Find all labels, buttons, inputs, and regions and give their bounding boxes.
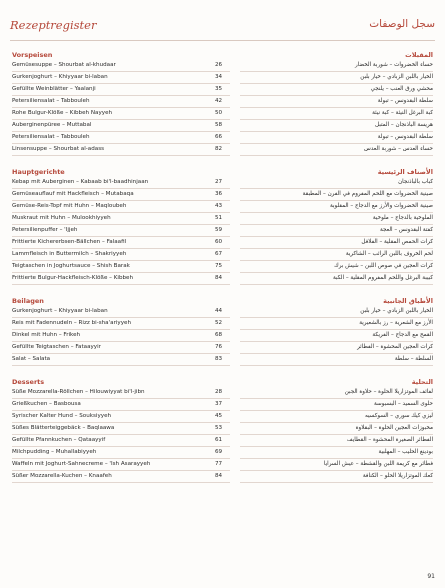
entry-page-number: 50 xyxy=(215,110,223,116)
entry-page-number: 45 xyxy=(215,413,223,419)
row-divider xyxy=(12,155,230,156)
arabic-index-entry[interactable]: حلوى السميد – البسبوسة xyxy=(373,401,433,407)
index-entry[interactable] xyxy=(12,273,230,284)
entry-name: Dinkel mit Huhn – Frikeh xyxy=(12,332,81,338)
arabic-index-entry[interactable]: هريسة الباذنجان – المتبل xyxy=(375,122,433,128)
index-entry[interactable] xyxy=(12,399,230,410)
row-divider xyxy=(12,365,230,366)
arabic-index-entry[interactable]: ليزي كيك سوري – السوكسيه xyxy=(365,413,433,419)
arabic-index-entry[interactable]: سلطة البقدونس – تبولة xyxy=(377,134,433,140)
index-entry[interactable] xyxy=(12,459,230,470)
section-title: Hauptgerichte xyxy=(12,168,65,176)
section-title: Vorspeisen xyxy=(12,51,53,59)
arabic-index-entry[interactable]: محشي ورق العنب – يلنجي xyxy=(370,86,433,92)
index-entry[interactable] xyxy=(12,306,230,317)
entry-page-number: 69 xyxy=(215,449,223,455)
index-entry[interactable] xyxy=(12,60,230,71)
page-title-german: Rezeptregister xyxy=(10,18,97,32)
entry-name: Milchpudding – Muhallabiyyeh xyxy=(12,449,97,455)
arabic-index-entry[interactable]: حساء العدس – شوربة العدس xyxy=(364,146,433,152)
index-entry[interactable] xyxy=(12,201,230,212)
index-entry[interactable] xyxy=(12,435,230,446)
entry-page-number: 36 xyxy=(215,191,223,197)
arabic-index-entry[interactable]: الخيار باللبن الزبادي – خيار بلبن xyxy=(360,308,433,314)
index-entry[interactable] xyxy=(12,225,230,236)
arabic-section-0 xyxy=(240,50,433,156)
entry-name: Petersilienpuffer – 'Ijjeh xyxy=(12,227,78,233)
entry-name: Reis mit Fadennudeln – Rizz bi-sha'ariyyeh xyxy=(12,320,132,326)
arabic-index-entry[interactable]: الخيار باللبن الزبادي – خيار بلبن xyxy=(360,74,433,80)
index-entry[interactable] xyxy=(12,72,230,83)
entry-page-number: 76 xyxy=(215,344,223,350)
arabic-index-entry[interactable]: كرات الحمص المقلية – الفلافل xyxy=(361,239,433,245)
entry-name: Gefüllte Pfannkuchen – Qataayyif xyxy=(12,437,106,443)
arabic-index-entry[interactable]: كعك الموتزاريلا الحلو – الكنافة xyxy=(362,473,433,479)
arabic-index-entry[interactable]: بودينغ الحليب – المهلبية xyxy=(378,449,433,455)
entry-page-number: 67 xyxy=(215,251,223,257)
arabic-index-entry[interactable]: مخبوزات العجين الحلوة – البقلاوة xyxy=(355,425,433,431)
entry-name: Gemüse-Reis-Topf mit Huhn – Maqloubeh xyxy=(12,203,127,209)
section-title: Beilagen xyxy=(12,297,44,305)
entry-page-number: 26 xyxy=(215,62,223,68)
index-entry[interactable] xyxy=(12,354,230,365)
entry-name: Frittierte Bulgur-Hackfleisch-Klöße – Kibbeh xyxy=(12,275,134,281)
arabic-index-entry[interactable]: كرات العجين المحشوة – الفطائر xyxy=(357,344,433,350)
entry-page-number: 43 xyxy=(215,203,223,209)
entry-page-number: 60 xyxy=(215,239,223,245)
arabic-index-entry[interactable]: السلطة – سلطة xyxy=(394,356,433,362)
entry-name: Linsensuppe – Shourbat al-adass xyxy=(12,146,105,152)
entry-name: Gurkenjoghurt – Khiyyaar bi-laban xyxy=(12,74,108,80)
arabic-index-entry[interactable]: صينية الخضروات والأرز مع الدجاج – المقلوبة xyxy=(329,203,433,209)
arabic-index-entry[interactable]: القمح مع الدجاج – الفريكة xyxy=(372,332,433,338)
entry-name: Petersiliensalat – Tabbouleh xyxy=(12,98,90,104)
entry-name: Teigtaschen in Joghurtsauce – Shish Barak xyxy=(12,263,130,269)
index-entry[interactable] xyxy=(12,249,230,260)
entry-page-number: 52 xyxy=(215,320,223,326)
entry-page-number: 37 xyxy=(215,401,223,407)
index-entry[interactable] xyxy=(12,96,230,107)
entry-page-number: 28 xyxy=(215,389,223,395)
german-index-column xyxy=(12,50,230,494)
entry-page-number: 75 xyxy=(215,263,223,269)
arabic-section-title: المقبلات xyxy=(405,51,433,59)
section-3 xyxy=(12,377,230,483)
entry-page-number: 77 xyxy=(215,461,223,467)
index-entry[interactable] xyxy=(12,132,230,143)
entry-name: Gefüllte Teigtaschen – Fataayyir xyxy=(12,344,101,350)
entry-name: Gemüsesuppe – Shourbat al-khudaar xyxy=(12,62,116,68)
entry-name: Grießkuchen – Basbousa xyxy=(12,401,81,407)
entry-page-number: 59 xyxy=(215,227,223,233)
index-entry[interactable] xyxy=(12,423,230,434)
entry-name: Süße Mozzarella-Röllchen – Hilouwiyyat bi'l-jibn xyxy=(12,389,145,395)
entry-page-number: 58 xyxy=(215,122,223,128)
arabic-index-entry[interactable]: حساء الخضروات – شوربة الخضار xyxy=(355,62,433,68)
arabic-index-entry[interactable]: الفطائر الصغيرة المحشوة – القطايف xyxy=(346,437,433,443)
row-divider xyxy=(240,155,433,156)
arabic-section-title: التحلية xyxy=(411,378,433,386)
entry-page-number: 84 xyxy=(215,473,223,479)
page-header xyxy=(10,18,435,41)
index-entry[interactable] xyxy=(12,144,230,155)
page-title-arabic: سجل الوصفات xyxy=(369,18,435,30)
index-entry[interactable] xyxy=(12,213,230,224)
arabic-section-title: الأطباق الجانبية xyxy=(383,297,433,305)
arabic-index-entry[interactable]: لحم الخروف باللبن الرائب – الشاكرية xyxy=(345,251,433,257)
arabic-index-entry[interactable]: سلطة البقدونس – تبولة xyxy=(377,98,433,104)
arabic-index-column xyxy=(240,50,433,494)
arabic-index-entry[interactable]: كباب بالباذنجان xyxy=(398,179,433,185)
entry-name: Syrischer Kalter Hund – Souksiyyeh xyxy=(12,413,112,419)
entry-page-number: 34 xyxy=(215,74,223,80)
entry-name: Süßes Blätterteiggebäck – Baqlaawa xyxy=(12,425,115,431)
section-title: Desserts xyxy=(12,378,45,386)
entry-name: Salat – Salata xyxy=(12,356,51,362)
entry-page-number: 51 xyxy=(215,215,223,221)
section-2 xyxy=(12,296,230,366)
index-entry[interactable] xyxy=(12,120,230,131)
entry-name: Gurkenjoghurt – Khiyyaar bi-laban xyxy=(12,308,108,314)
index-entry[interactable] xyxy=(12,177,230,188)
index-entry[interactable] xyxy=(12,318,230,329)
entry-name: Frittierte Kichererbsen-Bällchen – Falaafil xyxy=(12,239,127,245)
arabic-section-3 xyxy=(240,377,433,483)
entry-name: Kebap mit Auberginen – Kabaab bi'l-baadhinjaan xyxy=(12,179,149,185)
index-entry[interactable] xyxy=(12,108,230,119)
index-entry[interactable] xyxy=(12,261,230,272)
entry-page-number: 68 xyxy=(215,332,223,338)
index-entry[interactable] xyxy=(12,84,230,95)
arabic-index-entry[interactable]: صينية الخضروات مع اللحم المفروم في الفرن – المطبقة xyxy=(302,191,433,197)
entry-name: Gefüllte Weinblätter – Yaalanji xyxy=(12,86,96,92)
entry-name: Süßer Mozzarella-Kuchen – Knaafeh xyxy=(12,473,112,479)
entry-name: Auberginenpüree – Muttabal xyxy=(12,122,92,128)
section-1 xyxy=(12,167,230,285)
index-entry[interactable] xyxy=(12,237,230,248)
arabic-index-entry[interactable]: كفتة البقدونس – العجة xyxy=(380,227,433,233)
entry-name: Rohe Bulgur-Klöße – Kibbeh Nayyeh xyxy=(12,110,113,116)
entry-page-number: 44 xyxy=(215,308,223,314)
entry-page-number: 84 xyxy=(215,275,223,281)
index-entry[interactable] xyxy=(12,411,230,422)
entry-name: Waffeln mit Joghurt-Sahnecreme – 'Ish Asarayyeh xyxy=(12,461,151,467)
arabic-index-entry[interactable]: كبة البرغل النيئة – كبة نيئة xyxy=(372,110,433,116)
row-divider xyxy=(240,365,433,366)
arabic-section-title: الأصناف الرئيسية xyxy=(377,168,433,176)
index-entry[interactable] xyxy=(12,342,230,353)
entry-page-number: 66 xyxy=(215,134,223,140)
entry-page-number: 61 xyxy=(215,437,223,443)
arabic-index-entry[interactable]: كبيبة البرغل واللحم المفروم المقلية – الكبة xyxy=(333,275,433,281)
entry-page-number: 35 xyxy=(215,86,223,92)
entry-name: Gemüseauflauf mit Hackfleisch – Mutabaqa xyxy=(12,191,134,197)
entry-page-number: 42 xyxy=(215,98,223,104)
entry-name: Muskraut mit Huhn – Mulookhiyyeh xyxy=(12,215,111,221)
row-divider xyxy=(240,482,433,483)
entry-name: Petersiliensalat – Tabbouleh xyxy=(12,134,90,140)
row-divider xyxy=(240,284,433,285)
arabic-index-entry[interactable]: فطائر مع كريمة اللبن والقشطة – عيش السرايا xyxy=(323,461,433,467)
arabic-section-2 xyxy=(240,296,433,366)
row-divider xyxy=(12,284,230,285)
entry-name: Lammfleisch in Buttermilch – Shakriyyeh xyxy=(12,251,127,257)
row-divider xyxy=(12,482,230,483)
arabic-index-entry[interactable]: كرات العجين في صوص اللبن – شيش برك xyxy=(334,263,433,269)
entry-page-number: 83 xyxy=(215,356,223,362)
index-entry[interactable] xyxy=(12,387,230,398)
entry-page-number: 53 xyxy=(215,425,223,431)
index-entry[interactable] xyxy=(12,189,230,200)
arabic-index-entry[interactable]: الملوخية بالدجاج – ملوخية xyxy=(372,215,433,221)
entry-page-number: 27 xyxy=(215,179,223,185)
entry-page-number: 82 xyxy=(215,146,223,152)
index-entry[interactable] xyxy=(12,330,230,341)
page-number: 91 xyxy=(427,573,435,580)
arabic-section-1 xyxy=(240,167,433,285)
arabic-index-entry[interactable]: الأرز مع الشعرية – رز بالشعيرية xyxy=(359,320,433,326)
index-entry[interactable] xyxy=(12,471,230,482)
section-0 xyxy=(12,50,230,156)
index-entry[interactable] xyxy=(12,447,230,458)
arabic-index-entry[interactable]: لفائف الموتزاريلا الحلوة – حلاوة الجبن xyxy=(344,389,433,395)
